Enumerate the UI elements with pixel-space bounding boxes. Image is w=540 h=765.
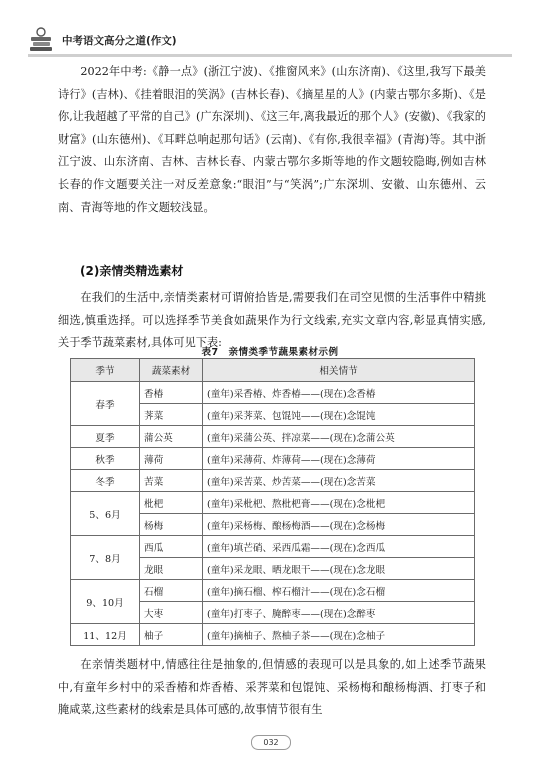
story-cell: (童年)采杨梅、酿杨梅酒——(现在)念杨梅	[203, 514, 475, 536]
vegetable-cell: 蒲公英	[140, 426, 203, 448]
season-cell: 11、12月	[71, 624, 140, 646]
page-number: 032	[251, 735, 291, 750]
vegetable-cell: 苦菜	[140, 470, 203, 492]
table-row	[71, 492, 475, 514]
story-cell: (童年)采龙眼、晒龙眼干——(现在)念龙眼	[203, 558, 475, 580]
column-header-story: 相关情节	[203, 359, 475, 382]
vegetable-cell: 龙眼	[140, 558, 203, 580]
table-row	[71, 382, 475, 404]
table-row	[71, 536, 475, 558]
vegetable-cell: 香椿	[140, 382, 203, 404]
season-cell: 秋季	[71, 448, 140, 470]
season-cell: 夏季	[71, 426, 140, 448]
stacked-books-icon	[28, 26, 54, 52]
vegetable-cell: 枇杷	[140, 492, 203, 514]
vegetable-cell: 杨梅	[140, 514, 203, 536]
story-cell: (童年)采枇杷、熬枇杷膏——(现在)念枇杷	[203, 492, 475, 514]
seasonal-material-table	[70, 358, 475, 646]
season-cell: 7、8月	[71, 536, 140, 580]
body-paragraph-1: 2022年中考:《静一点》(浙江宁波)、《推窗风来》(山东济南)、《这里,我写下最美诗行》(吉林)、《挂着眼泪的笑涡》(吉林长春)、《摘星星的人》(内蒙古鄂尔多斯)、《是你,让我超越了平常的自己》(广东深圳)、《这三年,离我最近的那个人》(安徽)、《我家的财富》(山东德州)、《耳畔总响起那句话》(云南)、《有你,我很幸福》(青海)等。其中浙江宁波、山东济南、吉林、吉林长春、内蒙古鄂尔多斯等地的作文题较隐晦,例如吉林长春的作文题要关注一对反差意象:“眼泪”与“笑涡”;广东深圳、安徽、山东德州、云南、青海等地的作文题较浅显。	[58, 65, 486, 214]
vegetable-cell: 大枣	[140, 602, 203, 624]
column-header-season: 季节	[71, 359, 140, 382]
vegetable-cell: 石榴	[140, 580, 203, 602]
table-row	[71, 624, 475, 646]
column-header-vegetable: 蔬菜素材	[140, 359, 203, 382]
story-cell: (童年)采蒲公英、拌凉菜——(现在)念蒲公英	[203, 426, 475, 448]
body-paragraph-3: 在亲情类题材中,情感往往是抽象的,但情感的表现可以是具象的,如上述季节蔬果中,有童年乡村中的采香椿和炸香椿、采荠菜和包馄饨、采杨梅和酿杨梅酒、打枣子和腌咸菜,这些素材的线索是具体可感的,故事情节很有生	[58, 658, 486, 717]
vegetable-cell: 荠菜	[140, 404, 203, 426]
story-cell: (童年)打枣子、腌醉枣——(现在)念醉枣	[203, 602, 475, 624]
story-cell: (童年)采苦菜、炒苦菜——(现在)念苦菜	[203, 470, 475, 492]
vegetable-cell: 西瓜	[140, 536, 203, 558]
body-paragraph-2: 在我们的生活中,亲情类素材可谓俯拾皆是,需要我们在司空见惯的生活事件中精挑细选,慎重选择。可以选择季节美食如蔬果作为行文线索,充实文章内容,彰显真情实感,关于季节蔬菜素材,具体可见下表:	[58, 291, 486, 350]
story-cell: (童年)摘石榴、榨石榴汁——(现在)念石榴	[203, 580, 475, 602]
table-row	[71, 426, 475, 448]
table-row	[71, 580, 475, 602]
story-cell: (童年)采薄荷、炸薄荷——(现在)念薄荷	[203, 448, 475, 470]
page-header	[28, 24, 512, 58]
story-cell: (童年)摘柚子、熬柚子茶——(现在)念柚子	[203, 624, 475, 646]
table-caption: 表7 亲情类季节蔬果素材示例	[201, 347, 339, 358]
table-row	[71, 470, 475, 492]
vegetable-cell: 柚子	[140, 624, 203, 646]
table-header-row	[71, 359, 475, 382]
story-cell: (童年)填芒硝、采西瓜霜——(现在)念西瓜	[203, 536, 475, 558]
season-cell: 冬季	[71, 470, 140, 492]
season-cell: 9、10月	[71, 580, 140, 624]
season-cell: 5、6月	[71, 492, 140, 536]
story-cell: (童年)采香椿、炸香椿——(现在)念香椿	[203, 382, 475, 404]
header-title: 中考语文高分之道(作文)	[62, 35, 177, 47]
header-divider	[28, 54, 512, 57]
season-cell: 春季	[71, 382, 140, 426]
section-heading: (2)亲情类精选素材	[80, 264, 184, 278]
story-cell: (童年)采荠菜、包馄饨——(现在)念馄饨	[203, 404, 475, 426]
table-row	[71, 448, 475, 470]
vegetable-cell: 薄荷	[140, 448, 203, 470]
